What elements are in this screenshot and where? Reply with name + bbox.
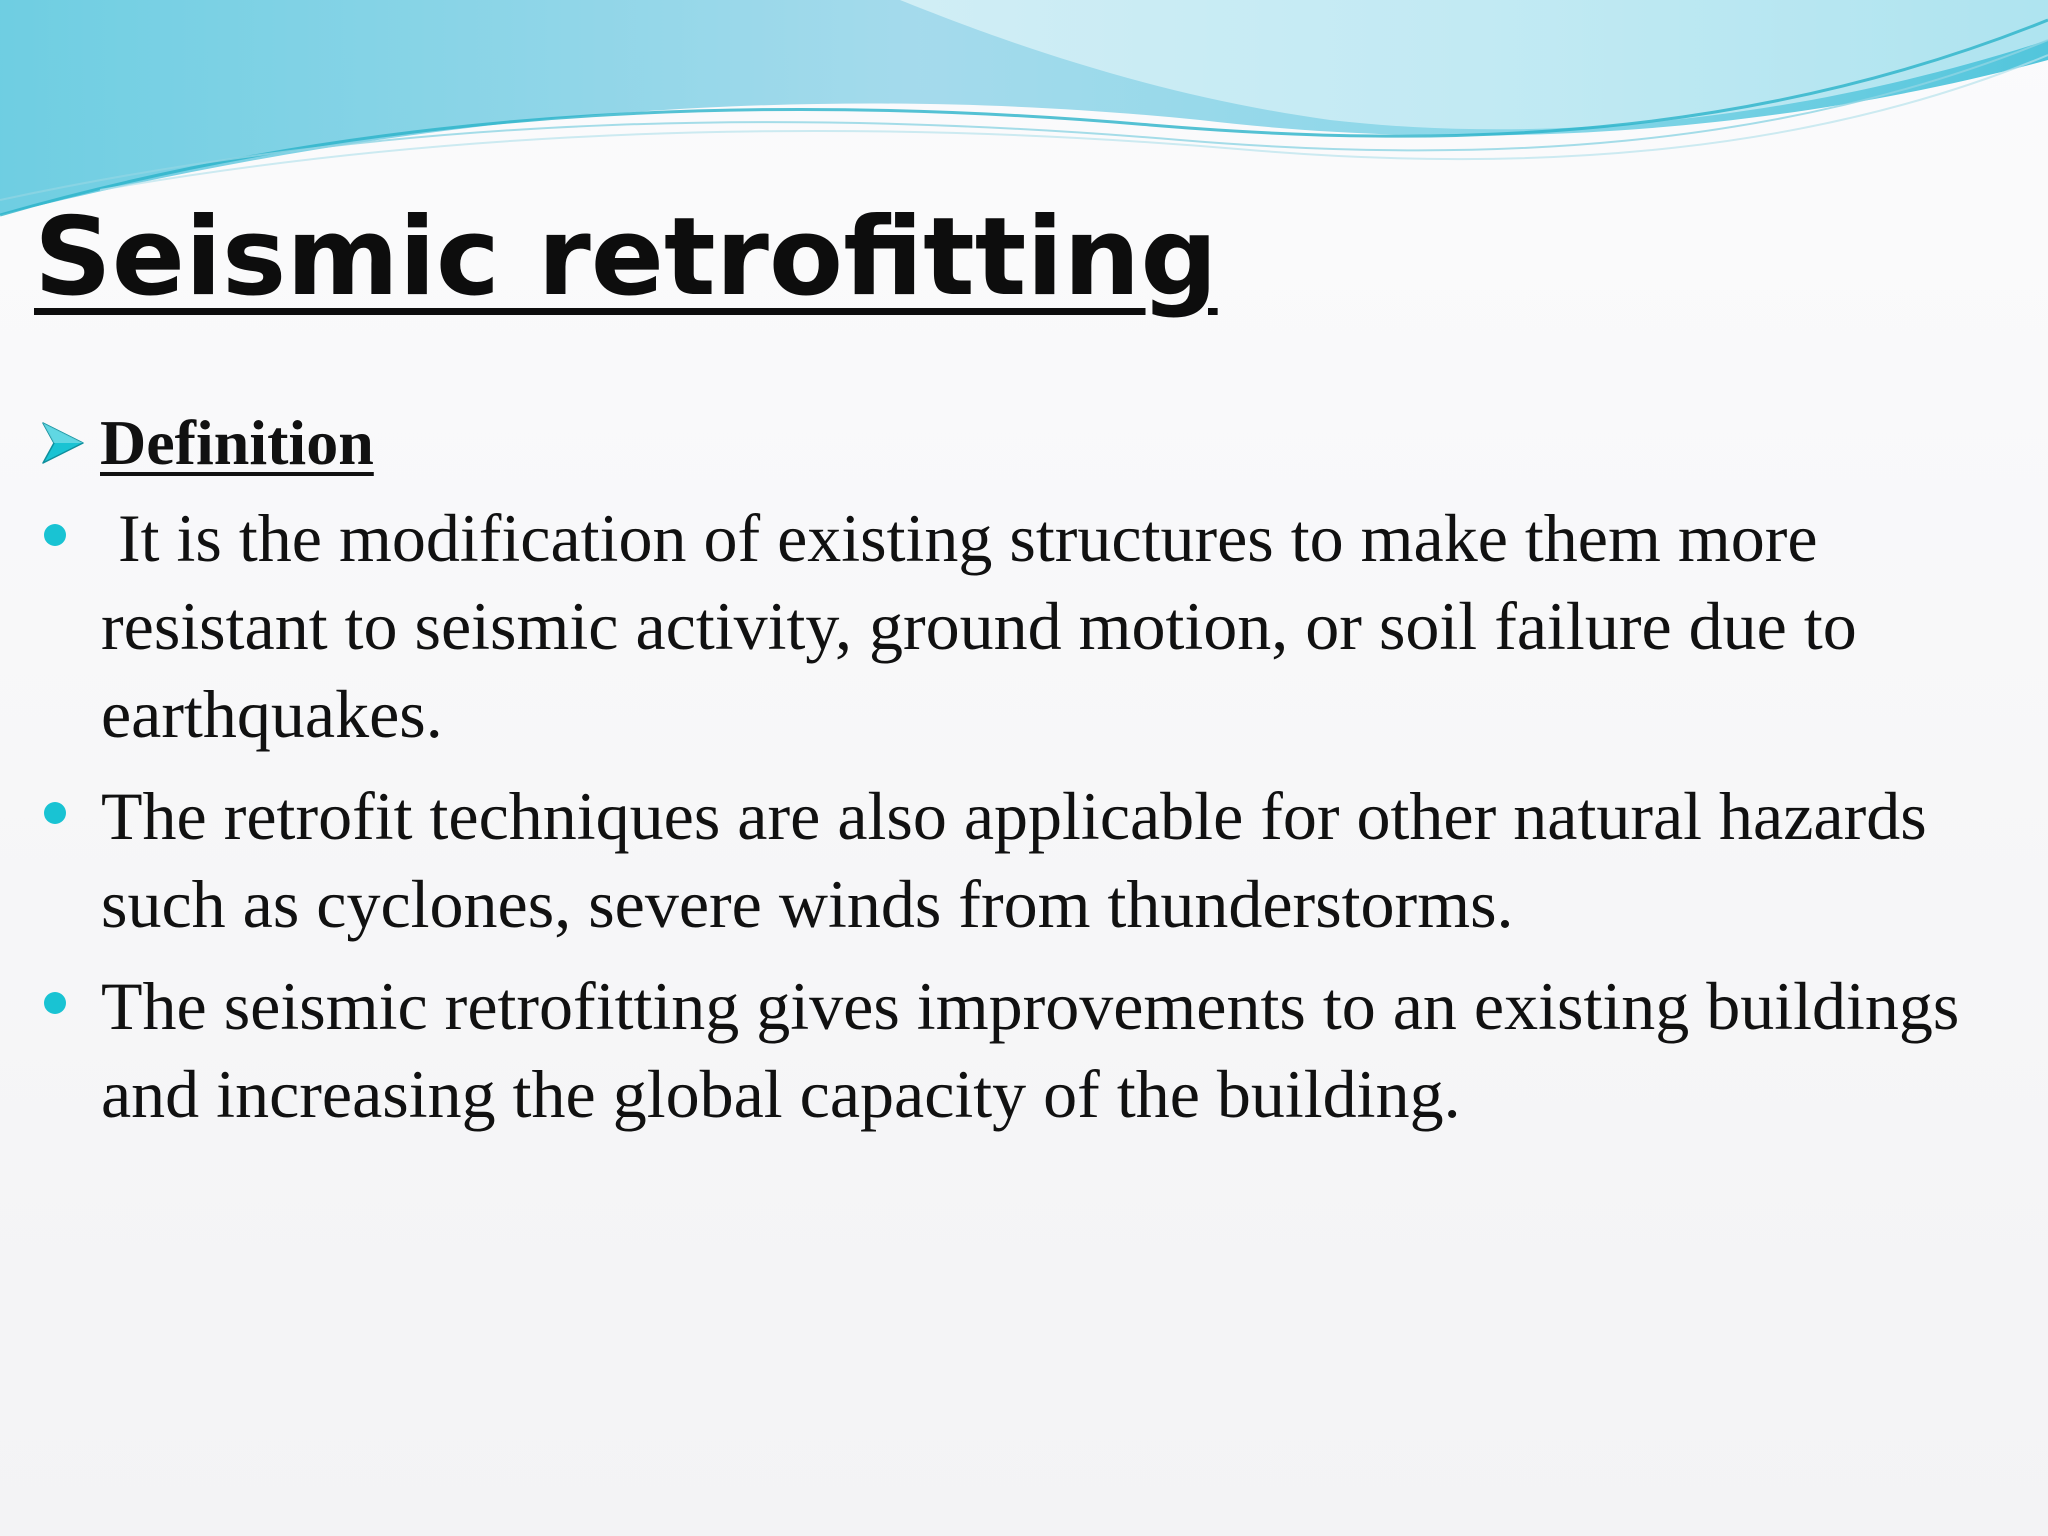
- bullet-list: [40, 494, 2000, 1138]
- bullet-dot-icon: [44, 524, 66, 546]
- list-item: [40, 494, 2000, 758]
- slide-content: [40, 405, 2000, 1152]
- arrowhead-icon: [40, 418, 86, 468]
- bullet-dot-icon: [44, 992, 66, 1014]
- list-item: [40, 772, 2000, 948]
- definition-subheading: [40, 405, 2000, 482]
- list-item: [40, 962, 2000, 1138]
- bullet-text: The seismic retrofitting gives improvements to an existing buildings and increasing the global capacity of the building.: [101, 967, 1960, 1132]
- bullet-text: The retrofit techniques are also applicable for other natural hazards such as cyclones, severe winds from thunderstorms.: [101, 777, 1927, 942]
- slide-title: Seismic retrofitting: [34, 195, 1218, 320]
- bullet-text: It is the modification of existing structures to make them more resistant to seismic activity, ground motion, or soil failure due to earthquakes.: [101, 499, 1874, 752]
- bullet-dot-icon: [44, 802, 66, 824]
- subheading-text: Definition: [100, 407, 374, 478]
